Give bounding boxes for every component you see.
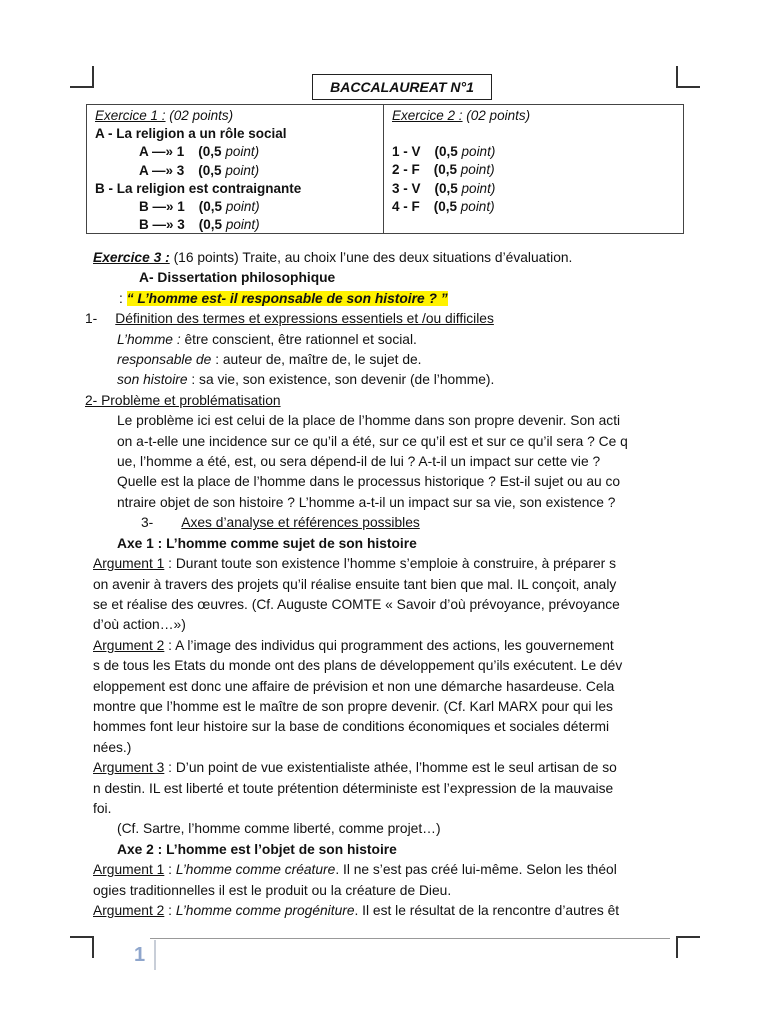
argument-line: on avenir à travers des projets qu’il réalise ensuite tant bien que mal. IL conçoit, analy <box>93 576 617 592</box>
axe-2-heading: Axe 2 : L’homme est l’objet de son histoire <box>117 841 397 857</box>
answer-row: 3 - V (0,5 point) <box>392 180 496 196</box>
definition-line: L’homme : être conscient, être rationnel et social. <box>117 331 417 347</box>
section-a-heading: A- Dissertation philosophique <box>139 270 336 286</box>
argument-line: hommes font leur histoire sur la base de conditions économiques et sociales détermi <box>93 719 610 735</box>
argument-line: s de tous les Etats du monde ont des plans de développement qu’ils exécutent. Le dév <box>93 658 623 674</box>
page-number: 1 <box>134 944 146 966</box>
subject-highlight: “ L’homme est- il responsable de son histoire ? ” <box>126 290 448 306</box>
axe-1-heading: Axe 1 : L’homme comme sujet de son histoire <box>117 535 417 551</box>
footer-divider <box>150 938 670 939</box>
paragraph-line: Quelle est la place de l’homme dans le processus historique ? Est-il sujet ou au co <box>117 474 621 490</box>
crop-mark-bottom-right <box>676 936 700 958</box>
paragraph-line: Le problème ici est celui de la place de l’homme dans son propre devenir. Son acti <box>117 413 621 429</box>
definition-line: responsable de : auteur de, maître de, le sujet de. <box>117 352 422 368</box>
answer-row: B —» 1 (0,5 point) <box>139 199 260 215</box>
definition-line: son histoire : sa vie, son existence, son devenir (de l’homme). <box>117 372 495 388</box>
part-3-heading: 3- Axes d’analyse et références possibles <box>141 515 420 531</box>
argument-line: Argument 1 : Durant toute son existence l’homme s’emploie à construire, à préparer s <box>93 556 617 572</box>
exercise-2-column <box>384 105 683 233</box>
argument-line: Argument 1 : L’homme comme créature. Il ne s’est pas créé lui-même. Selon les théol <box>93 862 617 878</box>
document-title: BACCALAUREAT N°1 <box>312 74 492 100</box>
subject-line: : “ L’homme est- il responsable de son histoire ? ” <box>119 290 448 306</box>
argument-line: ogies traditionnelles il est le produit ou la créature de Dieu. <box>93 882 452 898</box>
exercise-2-heading: Exercice 2 : (02 points) <box>392 108 531 123</box>
crop-mark-top-right <box>676 66 700 88</box>
crop-mark-top-left <box>70 66 94 88</box>
exercise-1-section-a: A - La religion a un rôle social <box>95 126 287 142</box>
answer-row: A —» 1 (0,5 point) <box>139 144 260 160</box>
argument-line: montre que l’homme est le maître de son propre devenir. (Cf. Karl MARX pour qui les <box>93 698 613 714</box>
exercise-1-heading: Exercice 1 : (02 points) <box>95 108 234 123</box>
answer-row: 4 - F (0,5 point) <box>392 198 495 214</box>
document-body <box>85 248 679 928</box>
argument-line: Argument 2 : L’homme comme progéniture. Il est le résultat de la rencontre d’autres êt <box>93 903 620 918</box>
argument-line: d’où action…») <box>93 617 186 633</box>
argument-line: Argument 2 : A l’image des individus qui programment des actions, les gouvernement <box>93 637 614 653</box>
paragraph-line: on a-t-elle une incidence sur ce qu’il a été, sur ce qu’il est et sur ce qu’il sera ? Ce q <box>117 433 628 449</box>
part-2-heading: 2- Problème et problématisation <box>85 392 281 408</box>
answer-row: A —» 3 (0,5 point) <box>139 162 260 178</box>
answer-row: 2 - F (0,5 point) <box>392 162 495 178</box>
argument-line: eloppement est donc une affaire de prévision et non une démarche hasardeuse. Cela <box>93 678 615 694</box>
argument-line: n destin. IL est liberté et toute prétention déterministe est l’expression de la mauvaise <box>93 780 614 796</box>
crop-mark-bottom-left <box>70 936 94 958</box>
part-1-heading: 1- Définition des termes et expressions essentiels et /ou difficiles <box>85 311 494 327</box>
reference-note: (Cf. Sartre, l’homme comme liberté, comme projet…) <box>117 821 441 837</box>
exercise-1-section-b: B - La religion est contraignante <box>95 180 302 196</box>
answer-row: B —» 3 (0,5 point) <box>139 217 260 233</box>
exercise-3-heading: Exercice 3 : (16 points) Traite, au choix l’une des deux situations d’évaluation. <box>93 250 573 265</box>
paragraph-line: ue, l’homme a été, est, ou sera dépend-il de lui ? A-t-il un impact sur cette vie ? <box>117 454 601 470</box>
answer-row: 1 - V (0,5 point) <box>392 144 496 160</box>
exercise-1-column <box>87 105 384 233</box>
argument-line: se et réalise des œuvres. (Cf. Auguste COMTE « Savoir d’où prévoyance, prévoyance <box>93 596 620 612</box>
argument-line: Argument 3 : D’un point de vue existentialiste athée, l’homme est le seul artisan de so <box>93 760 617 776</box>
argument-line: foi. <box>93 800 112 816</box>
answer-table <box>86 104 684 234</box>
paragraph-line: ntraire objet de son histoire ? L’homme a-t-il un impact sur sa vie, son existence ? <box>117 494 616 510</box>
argument-line: nées.) <box>93 739 132 755</box>
